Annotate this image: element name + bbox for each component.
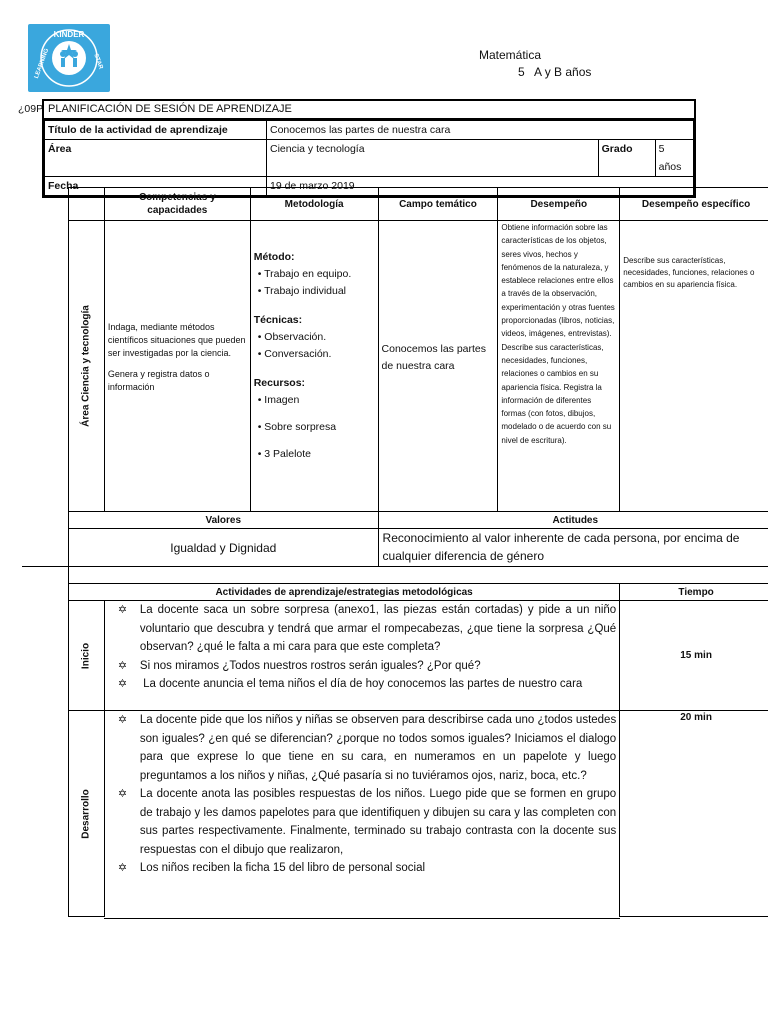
- area-label: Área: [45, 140, 267, 177]
- inicio-activities: [104, 601, 619, 711]
- recursos-item: • Sobre sorpresa: [258, 419, 375, 436]
- header-desempeno: Desempeño: [498, 188, 620, 221]
- header-campo: Campo temático: [378, 188, 498, 221]
- logo-text-left: LEARNING: [33, 47, 51, 80]
- competencias-cell: [104, 221, 250, 512]
- info-table: [44, 120, 694, 196]
- logo-emblem-icon: [28, 24, 110, 92]
- recursos-item: • Imagen: [258, 392, 375, 409]
- planning-table: [68, 187, 768, 917]
- header-metodologia: Metodología: [250, 188, 378, 221]
- actividades-label: Actividades de aprendizaje/estrategias metodológicas: [69, 584, 620, 601]
- titulo-value: Conocemos las partes de nuestra cara: [267, 121, 694, 140]
- left-fragment: ¿09P: [18, 103, 44, 115]
- tecnicas-item: • Observación.: [258, 329, 375, 346]
- inicio-time: 15 min: [620, 601, 768, 711]
- divider-line: [104, 918, 620, 919]
- grado-label: Grado: [598, 140, 655, 177]
- especifico-cell: Describe sus características, necesidades, funciones, relaciones o cambios en su apariencia física.: [620, 221, 768, 512]
- header-grade: 5 A y B años: [518, 65, 592, 79]
- metodo-label: Método:: [253, 251, 295, 263]
- inicio-activity: ✡ La docente saca un sobre sorpresa (anexo1, las piezas están cortadas) y pide a un niño voluntario que descubra y tendrá que armar el rompecabezas, ¿que tiene la sorpresa ¿Qué observan? ¿qué le falta a mi cara para que este completa?: [108, 601, 616, 657]
- metodo-item: • Trabajo en equipo.: [258, 266, 375, 283]
- recursos-item: • 3 Palelote: [258, 446, 375, 463]
- inicio-activity: ✡ Si nos miramos ¿Todos nuestros rostros serán iguales? ¿Por qué?: [108, 657, 616, 676]
- plan-title: PLANIFICACIÓN DE SESIÓN DE APRENDIZAJE: [44, 101, 694, 120]
- divider-line: [22, 566, 68, 567]
- star-bullet-icon: ✡: [117, 604, 128, 616]
- session-info-box: [42, 99, 696, 198]
- fecha-label: Fecha: [45, 177, 267, 196]
- inicio-activity: ✡ La docente anuncia el tema niños el día de hoy conocemos las partes de nuestro cara: [108, 675, 616, 694]
- desarrollo-activities: [104, 711, 619, 917]
- header-subject: Matemática: [479, 48, 542, 62]
- actitudes-label: Actitudes: [378, 512, 768, 529]
- desempeno-cell: Obtiene información sobre las características de los objetos, seres vivos, hechos y fenómenos de la naturaleza, y establece relaciones entre ellos a través de la observación, experimentación y otras fuentes proporcionadas (libros, noticias, videos, imágenes, entrevistas). Describe sus características, necesidades, funciones, relaciones o cambios en su apariencia física. Registra la información de diferentes formas (con fotos, dibujos, modelado o de acuerdo con su nivel de escritura).: [498, 221, 620, 512]
- desarrollo-activity: ✡ La docente anota las posibles respuestas de los niños. Luego pide que se formen en grupo de trabajo y les damos papelotes para que identifiquen y dibujen su cara y las completen con sus partes respectivamente. Finalmente, terminado su trabajo contrasta con la docente sus respuestas con el dibujo que realizaron,: [108, 785, 616, 859]
- grado-value: 5 años: [655, 140, 693, 177]
- fecha-value: 19 de marzo 2019: [267, 177, 694, 196]
- area-value: Ciencia y tecnología: [267, 140, 599, 177]
- desarrollo-activity: ✡ Los niños reciben la ficha 15 del libro de personal social: [108, 859, 616, 878]
- tiempo-label: Tiempo: [620, 584, 768, 601]
- tecnicas-item: • Conversación.: [258, 346, 375, 363]
- competencia-2: Genera y registra datos o información: [107, 369, 210, 392]
- kinder-star-logo: [28, 24, 110, 92]
- titulo-label: Título de la actividad de aprendizaje: [45, 121, 267, 140]
- area-vertical-cell: [69, 221, 105, 512]
- header-especifico: Desempeño específico: [620, 188, 768, 221]
- star-bullet-icon: ✡: [117, 678, 128, 690]
- inicio-cell: [69, 601, 105, 711]
- logo-text-right: STAR: [92, 53, 104, 71]
- competencia-1: Indaga, mediante métodos científicos situaciones que pueden ser investigadas por la ciencia.: [107, 322, 246, 358]
- inicio-label: Inicio: [80, 642, 92, 669]
- actitudes-value: Reconocimiento al valor inherente de cada persona, por encima de cualquier diferencia de género: [378, 529, 768, 567]
- star-bullet-icon: ✡: [117, 788, 128, 800]
- metodologia-cell: [250, 221, 378, 512]
- logo-text-top: KINDER: [53, 30, 85, 39]
- desarrollo-activity: ✡ La docente pide que los niños y niñas se observen para describirse cada uno ¿todos ustedes son iguales? ¿en qué se diferencian? ¿porque no todos somos iguales? Iniciamos el dialogo para que exprese lo que tiene en su cara, en numeramos en un papelote y luego preguntamos a los niños y niñas, ¿Qué pasaría si no tuviéramos ojos, nariz, boca, etc.?: [108, 711, 616, 785]
- valores-value: Igualdad y Dignidad: [69, 529, 379, 567]
- desarrollo-time: 20 min: [620, 711, 768, 917]
- header-competencias: Competencias y capacidades: [104, 188, 250, 221]
- star-bullet-icon: ✡: [117, 714, 128, 726]
- metodo-item: • Trabajo individual: [258, 283, 375, 300]
- desarrollo-cell: [69, 711, 105, 917]
- valores-label: Valores: [69, 512, 379, 529]
- star-bullet-icon: ✡: [117, 659, 128, 672]
- star-bullet-icon: ✡: [117, 862, 128, 874]
- desarrollo-label: Desarrollo: [80, 788, 92, 839]
- area-vertical-label: Área Ciencia y tecnología: [80, 305, 92, 427]
- campo-cell: Conocemos las partes de nuestra cara: [378, 221, 498, 512]
- tecnicas-label: Técnicas:: [253, 314, 303, 326]
- recursos-label: Recursos:: [253, 377, 306, 389]
